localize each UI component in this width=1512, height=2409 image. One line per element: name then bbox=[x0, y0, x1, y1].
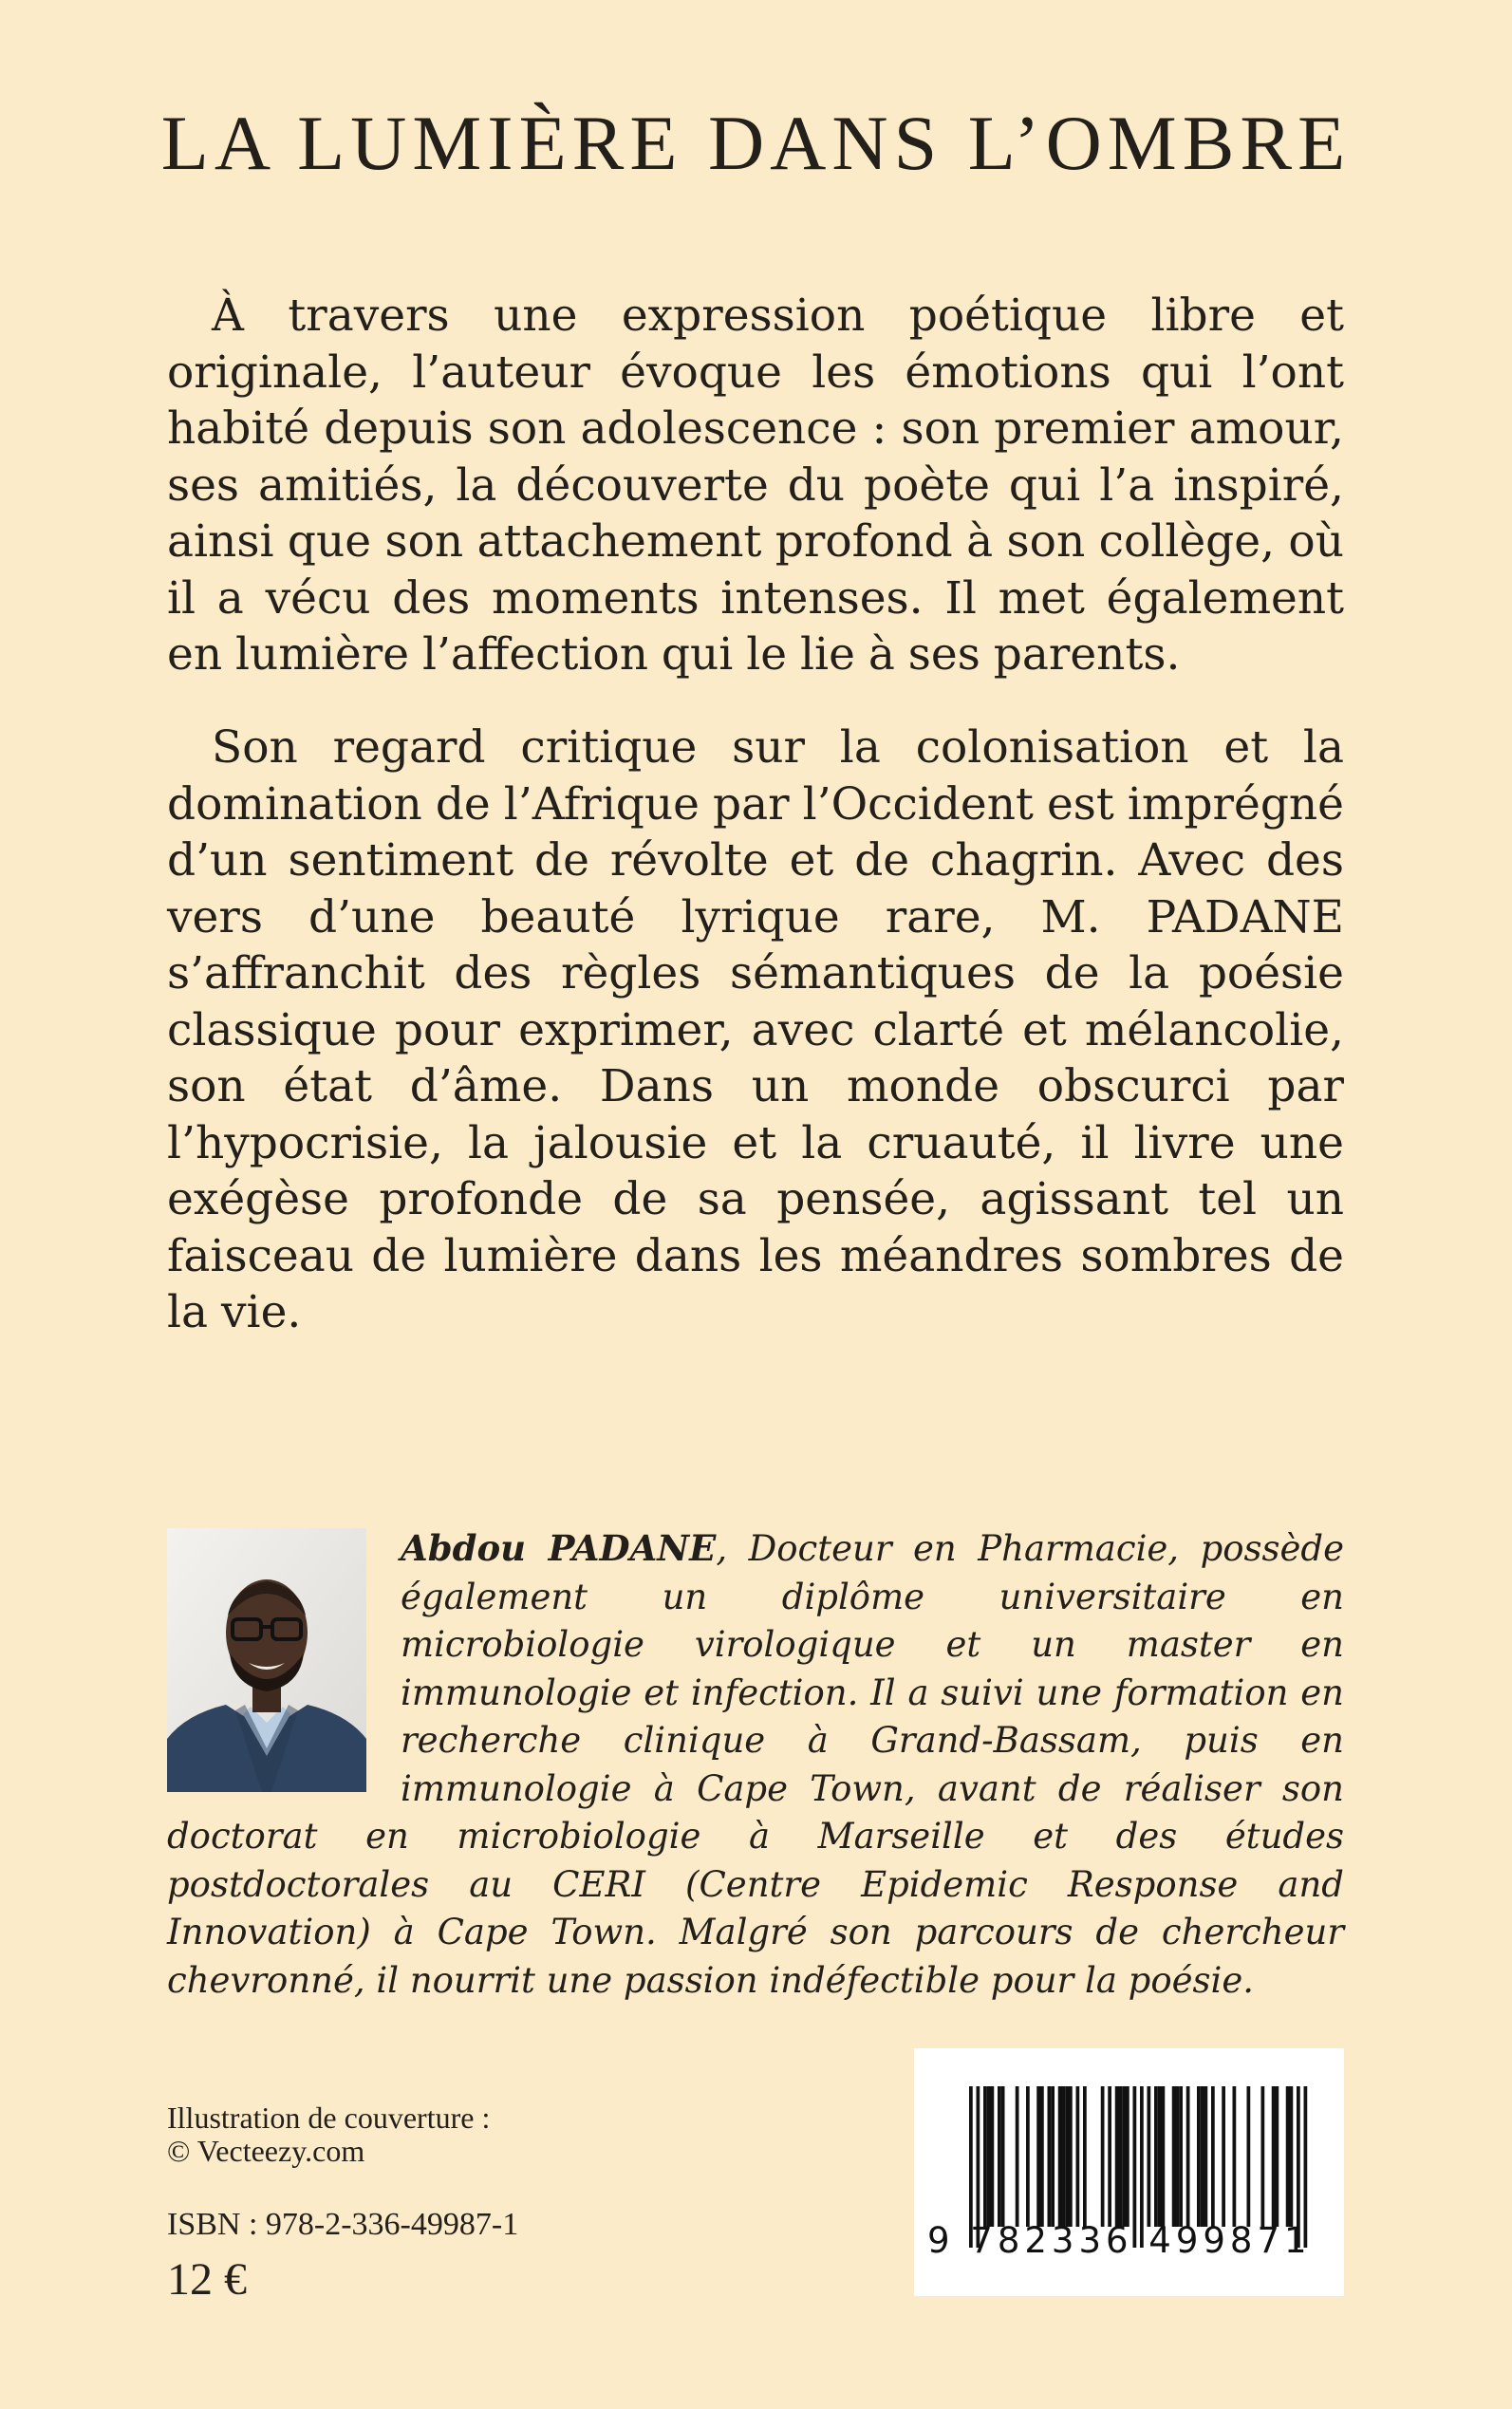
barcode-bar bbox=[1172, 2086, 1176, 2227]
author-photo bbox=[167, 1528, 366, 1792]
barcode-bar bbox=[1122, 2086, 1126, 2227]
barcode-bar bbox=[1076, 2086, 1080, 2227]
barcode-bar bbox=[1186, 2086, 1190, 2227]
barcode-bar bbox=[987, 2086, 991, 2227]
barcode-bar bbox=[1101, 2086, 1105, 2227]
barcode-bar bbox=[1197, 2086, 1201, 2227]
barcode-bar bbox=[1261, 2086, 1265, 2227]
barcode-bar bbox=[1065, 2086, 1069, 2227]
author-bio bbox=[167, 1524, 1344, 2005]
barcode-bar bbox=[1201, 2086, 1204, 2227]
price: 12 € bbox=[167, 2254, 247, 2305]
barcode-bar bbox=[1036, 2086, 1040, 2227]
barcode-bar bbox=[1058, 2086, 1062, 2227]
barcode-bar bbox=[1001, 2086, 1005, 2227]
barcode-bar bbox=[1222, 2086, 1225, 2227]
barcode-bar bbox=[1179, 2086, 1183, 2227]
author-bio-text: , Docteur en Pharmacie, possède également un diplôme universitaire en microbiologie virologique et un master en immunologie et infection. Il a suivi une formation en recherche clinique à Grand-Bassam, puis en immunologie à Cape Town, avant de réaliser son doctorat en microbiologie à Marseille et des études postdoctorales au CERI (Centre Epidemic Response and Innovation) à Cape Town. Malgré son parcours de chercheur chevronné, il nourrit une passion indéfectible pour la poésie. bbox=[167, 1528, 1344, 2001]
barcode-bar bbox=[1276, 2086, 1279, 2227]
author-name: Abdou PADANE bbox=[401, 1527, 717, 1569]
barcode-digits: 9 782336 499871 bbox=[927, 2220, 1312, 2261]
barcode-bar bbox=[1048, 2086, 1052, 2227]
barcode-bar bbox=[1051, 2086, 1055, 2227]
barcode-bar bbox=[1290, 2086, 1294, 2227]
isbn: ISBN : 978-2-336-49987-1 bbox=[167, 2207, 519, 2242]
barcode-bar bbox=[1233, 2086, 1237, 2227]
barcode-bar bbox=[1204, 2086, 1208, 2227]
synopsis-paragraph-2: Son regard critique sur la colonisation et la domination de l’Afrique par l’Occident est imprégné d’un sentiment de révolte et de chagrin. Avec des vers d’une beauté lyrique rare, M. PADANE s’affranchit des règles sémantiques de la poésie classique pour exprimer, avec clarté et mélancolie, son état d’âme. Dans un monde obscurci par l’hypocrisie, la jalousie et la cruauté, il livre une exégèse profonde de sa pensée, agissant tel un faisceau de lumière dans les méandres sombres de la vie. bbox=[167, 721, 1344, 1338]
barcode-bar bbox=[1069, 2086, 1073, 2227]
barcode-bar bbox=[1211, 2086, 1215, 2227]
barcode-bar bbox=[1154, 2086, 1158, 2227]
barcode-bar bbox=[1148, 2086, 1151, 2227]
barcode-bar bbox=[1026, 2086, 1030, 2227]
barcode-bar bbox=[1158, 2086, 1162, 2227]
barcode-bar bbox=[983, 2086, 987, 2227]
barcode-bar bbox=[1016, 2086, 1019, 2227]
barcode-bar bbox=[1286, 2086, 1290, 2227]
barcode-bar bbox=[1115, 2086, 1119, 2227]
barcode-bar bbox=[1247, 2086, 1251, 2227]
barcode-bar bbox=[1126, 2086, 1129, 2227]
barcode-bar bbox=[1083, 2086, 1087, 2227]
barcode-bar bbox=[1062, 2086, 1066, 2227]
barcode-bar bbox=[991, 2086, 995, 2227]
barcode-bar bbox=[1272, 2086, 1276, 2227]
barcode-bar bbox=[1108, 2086, 1111, 2227]
book-title: LA LUMIÈRE DANS L’OMBRE bbox=[160, 100, 1352, 186]
barcode-bar bbox=[1176, 2086, 1180, 2227]
synopsis-paragraph-1: À travers une expression poétique libre et originale, l’auteur évoque les émotions qui l’ont habité depuis son adolescence : son premier amour, ses amitiés, la découverte du poète qui l’a inspiré, ainsi que son attachement profond à son collège, où il a vécu des moments intenses. Il met également en lumière l’affection qui le lie à ses parents. bbox=[167, 289, 1344, 681]
barcode-bar bbox=[1162, 2086, 1166, 2227]
illustration-credit-label: Illustration de couverture : bbox=[167, 2101, 491, 2135]
illustration-credit-source: © Vecteezy.com bbox=[167, 2134, 365, 2168]
barcode-bar bbox=[1119, 2086, 1123, 2227]
barcode-bar bbox=[998, 2086, 1001, 2227]
barcode bbox=[914, 2048, 1344, 2296]
barcode-bar bbox=[1040, 2086, 1044, 2227]
